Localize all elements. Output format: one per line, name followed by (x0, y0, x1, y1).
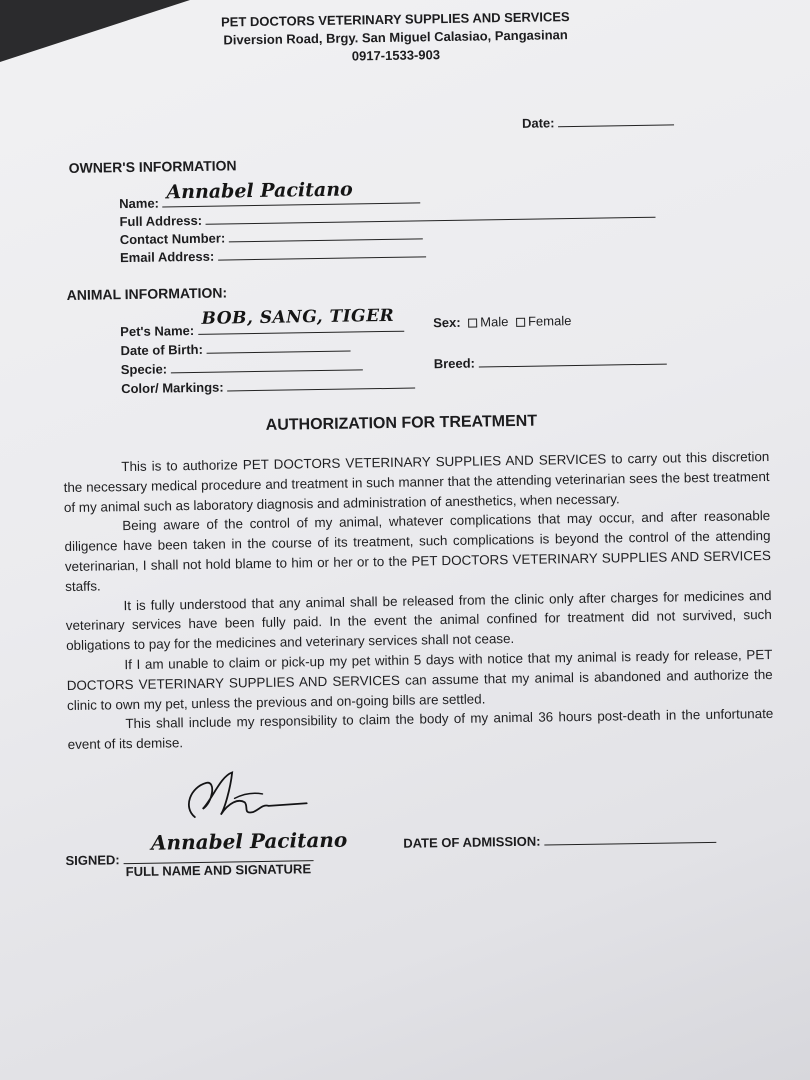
male-label: Male (480, 314, 509, 330)
owner-email-field[interactable] (120, 244, 426, 265)
authorization-body (63, 447, 774, 755)
animal-section-title: ANIMAL INFORMATION: (66, 284, 228, 303)
owner-section-title: OWNER'S INFORMATION (68, 157, 237, 176)
pet-name-handwritten: BOB, SANG, TIGER (201, 305, 395, 329)
admission-date-line (544, 830, 716, 846)
owner-address-label: Full Address: (119, 212, 203, 230)
authorization-paragraph: Being aware of the control of my animal, whatever complications that may occur, and after reasonable diligence have been taken in the course of its treatment, such complications is beyond the control of the attending veterinarian, I shall not hold blame to him or her or to the PET DOCTORS VETERINARY SUPPLIES AND SERVICES staffs. (64, 508, 771, 594)
breed-label: Breed: (433, 355, 476, 372)
authorization-paragraph: If I am unable to claim or pick-up my pet within 5 days with notice that my animal is ready for release, PET DOCTORS VETERINARY SUPPLIES AND SERVICES can assume that my animal is abandoned and authorize the clinic to own my pet, unless the previous and on-going bills are settled. (66, 646, 773, 713)
date-label: Date: (521, 115, 555, 131)
dob-line (206, 339, 350, 354)
breed-line (478, 352, 666, 368)
specie-line (171, 357, 363, 373)
signed-label: SIGNED: (65, 852, 120, 869)
owner-name-line (162, 178, 420, 207)
specie-field[interactable] (121, 357, 363, 377)
male-checkbox[interactable] (468, 319, 477, 328)
owner-contact-label: Contact Number: (119, 230, 226, 248)
authorization-paragraph: This shall include my responsibility to claim the body of my animal 36 hours post-death in the unfortunate event of its demise. (67, 706, 774, 753)
date-line (558, 112, 674, 127)
signature-caption: FULL NAME AND SIGNATURE (125, 861, 312, 880)
date-field[interactable] (522, 112, 674, 130)
breed-field[interactable] (434, 352, 667, 372)
company-name: PET DOCTORS VETERINARY SUPPLIES AND SERVICES (220, 9, 570, 30)
company-phone: 0917-1533-903 (351, 47, 441, 64)
owner-contact-line (229, 226, 423, 242)
dob-label: Date of Birth: (120, 341, 203, 359)
color-field[interactable] (121, 376, 415, 397)
admission-date-field[interactable] (403, 830, 716, 851)
authorization-paragraph: It is fully understood that any animal shall be released from the clinic only after charges for medicines and veterinary services have been fully paid. In the event the animal confined for treatment did not survived, such obligations to pay for the medicines and veterinary services shall not cease. (65, 587, 772, 654)
admission-date-label: DATE OF ADMISSION: (403, 833, 541, 851)
pet-name-label: Pet's Name: (120, 322, 195, 340)
dob-field[interactable] (120, 339, 350, 359)
authorization-title: AUTHORIZATION FOR TREATMENT (265, 412, 538, 434)
specie-label: Specie: (120, 361, 168, 378)
owner-email-label: Email Address: (119, 248, 215, 266)
pet-name-field[interactable] (120, 305, 404, 340)
color-line (227, 376, 415, 392)
owner-name-label: Name: (119, 195, 160, 212)
signature-scribble (172, 767, 313, 831)
female-checkbox[interactable] (516, 318, 525, 327)
female-label: Female (527, 313, 572, 329)
owner-name-field[interactable] (119, 178, 421, 212)
owner-name-handwritten: Annabel Pacitano (166, 178, 353, 204)
owner-contact-field[interactable] (120, 226, 423, 247)
authorization-paragraph: This is to authorize PET DOCTORS VETERINARY SUPPLIES AND SERVICES to carry out this discretion the necessary medical procedure and treatment in such manner that the attending veterinarian sees the best treatment of my animal such as laboratory diagnosis and administration of anesthetics, when necessary. (63, 448, 770, 515)
color-label: Color/ Markings: (121, 379, 224, 397)
signed-name-handwritten: Annabel Pacitano (150, 827, 348, 855)
sex-label: Sex: (433, 314, 461, 331)
owner-email-line (218, 244, 426, 260)
sex-field (433, 313, 571, 330)
company-address: Diversion Road, Brgy. San Miguel Calasiao, Pangasinan (223, 27, 568, 48)
pet-name-line (198, 305, 404, 335)
